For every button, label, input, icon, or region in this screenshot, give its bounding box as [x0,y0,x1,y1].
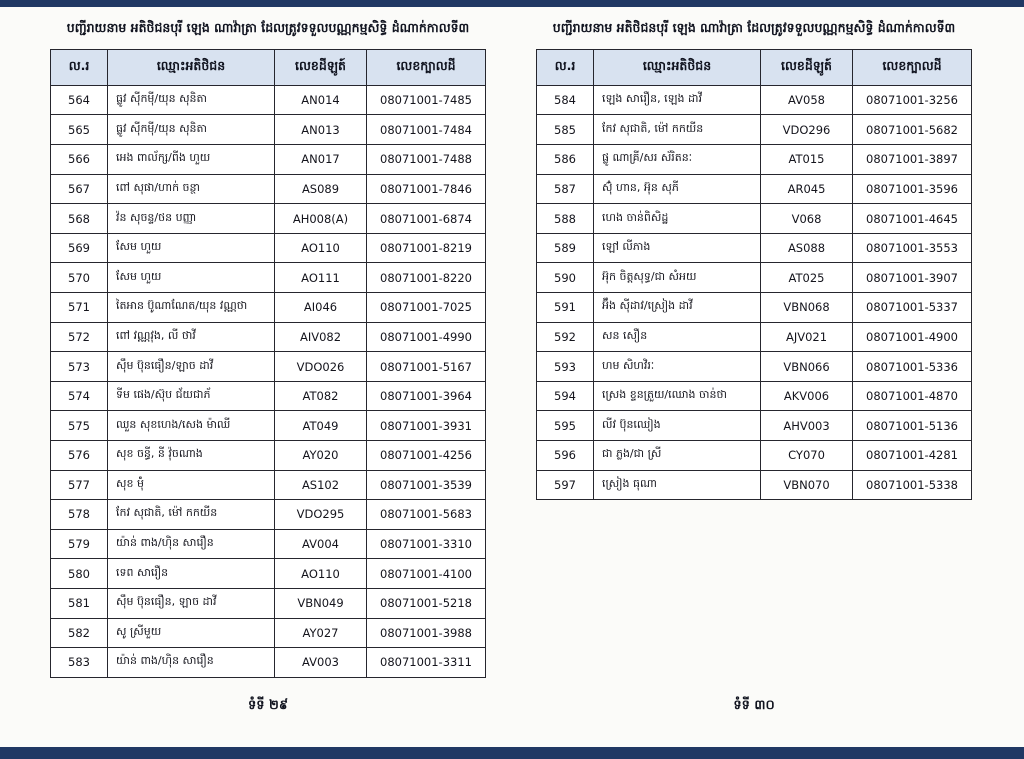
page-number-right: ទំទី ៣០ [733,698,775,713]
table-cell: 08071001-4100 [367,559,486,589]
table-cell: 568 [51,204,108,234]
table-cell: AJV021 [761,322,853,352]
table-cell: AH008(A) [275,204,367,234]
table-cell: 597 [537,470,594,500]
table-cell: 589 [537,233,594,263]
page-title: បញ្ជីរាយនាម អតិថិជនបុរី ឡេង ណាវ៉ាត្រា ដែលត្រូវទទួលបណ្ណកម្មសិទ្ធិ ដំណាក់កាលទី៣ [66,20,470,35]
table-row [537,145,972,175]
table-cell: 08071001-3931 [367,411,486,441]
table-cell: 596 [537,441,594,471]
table-row [537,263,972,293]
table-cell: ផ្លូ ណាគ្រី/សរ ស័រិតនៈ [594,145,761,175]
table-cell: AHV003 [761,411,853,441]
table-cell: ធ្លូវ ស៊ីកម៉ី/យុន សុនិតា [108,85,275,115]
table-cell: 571 [51,293,108,323]
table-cell: ទីម ផេង/ស៊ុប ជ័យជាភ័ [108,381,275,411]
table-cell: 586 [537,145,594,175]
table-cell: V068 [761,204,853,234]
table-row [537,322,972,352]
table-cell: សែម ហួយ [108,233,275,263]
table-cell: 08071001-5682 [853,115,972,145]
page-left [0,7,512,747]
table-cell: 08071001-5338 [853,470,972,500]
table-cell: 08071001-3256 [853,85,972,115]
table-cell: VBN049 [275,588,367,618]
table-cell: 573 [51,352,108,382]
table-cell: 566 [51,145,108,175]
table-row [537,293,972,323]
table-row [51,293,486,323]
table-row [51,85,486,115]
table-cell: 08071001-5218 [367,588,486,618]
table-cell: VDO295 [275,500,367,530]
column-header: ល.រ [537,49,594,85]
table-cell: AN014 [275,85,367,115]
table-cell: AO110 [275,233,367,263]
document-sheet [0,7,1024,747]
table-cell: កែវ សុជាតិ, ម៉ៅ កកយីន [108,500,275,530]
table-row [51,204,486,234]
table-cell: 595 [537,411,594,441]
table-cell: ស្រេង ខ្ទនត្រួយ/ឈោង ចាន់ថា [594,381,761,411]
table-cell: 08071001-3539 [367,470,486,500]
table-cell: AS102 [275,470,367,500]
column-header: ឈ្មោះអតិថិជន [108,49,275,85]
table-cell: ស្រៀង ធុណា [594,470,761,500]
table-cell: 08071001-3897 [853,145,972,175]
table-cell: 08071001-4900 [853,322,972,352]
table-row [51,618,486,648]
table-row [51,263,486,293]
table-cell: 08071001-3988 [367,618,486,648]
table-cell: យ៉ាន់ ពាង/ហ៊ិន សារឿន [108,529,275,559]
table-cell: 08071001-3311 [367,648,486,678]
table-cell: 575 [51,411,108,441]
table-cell: ពៅ សុផា/ហាក់ ចន្ថា [108,174,275,204]
table-row [51,559,486,589]
table-cell: 08071001-4870 [853,381,972,411]
table-cell: 08071001-3907 [853,263,972,293]
table-cell: AT082 [275,381,367,411]
table-cell: 08071001-3596 [853,174,972,204]
table-cell: AO110 [275,559,367,589]
table-cell: ឡេង សារឿន, ឡេង ដាវី [594,85,761,115]
table-cell: 08071001-5683 [367,500,486,530]
table-cell: យ៉ាន់ ពាង/ហ៊ិន សារឿន [108,648,275,678]
column-header: ឈ្មោះអតិថិជន [594,49,761,85]
table-cell: AI046 [275,293,367,323]
table-cell: ឈួន សុខហេង/សេង ម៉ាឈី [108,411,275,441]
table-row [537,441,972,471]
table-cell: VBN068 [761,293,853,323]
table-cell: 08071001-7485 [367,85,486,115]
table-cell: សុខ ចន្ធី, នី វ៉ុចណាង [108,441,275,471]
table-row [51,470,486,500]
table-cell: ឡៅ លីភាង [594,233,761,263]
table-cell: លីវ ប៊ុនឈៀង [594,411,761,441]
table-cell: ហេង ចាន់ពិសិដ្ឋ [594,204,761,234]
table-cell: 587 [537,174,594,204]
table-cell: 08071001-3310 [367,529,486,559]
table-row [51,174,486,204]
table-cell: ពៅ វណ្ណវុង, លី ថាវី [108,322,275,352]
column-header: លេខដីឡូត៍ [761,49,853,85]
table-cell: 594 [537,381,594,411]
table-body-left [51,85,486,677]
table-row [51,115,486,145]
table-row [537,174,972,204]
table-cell: 08071001-8219 [367,233,486,263]
table-cell: 582 [51,618,108,648]
table-row [51,411,486,441]
table-cell: 08071001-5336 [853,352,972,382]
table-cell: AV004 [275,529,367,559]
table-cell: 08071001-4645 [853,204,972,234]
table-cell: 578 [51,500,108,530]
table-cell: 08071001-6874 [367,204,486,234]
table-cell: ស៊ឹម ប៊ុនធឿន, ឡាច ដាវី [108,588,275,618]
bottom-border-bar [0,747,1024,759]
table-cell: 567 [51,174,108,204]
top-border-bar [0,0,1024,7]
table-row [51,500,486,530]
table-cell: 592 [537,322,594,352]
table-cell: AN013 [275,115,367,145]
page-right [512,7,1024,747]
table-cell: AKV006 [761,381,853,411]
table-cell: 583 [51,648,108,678]
table-cell: ហម សិហវិរៈ [594,352,761,382]
table-cell: VDO296 [761,115,853,145]
table-cell: AR045 [761,174,853,204]
page-title: បញ្ជីរាយនាម អតិថិជនបុរី ឡេង ណាវ៉ាត្រា ដែលត្រូវទទួលបណ្ណកម្មសិទ្ធិ ដំណាក់កាលទី៣ [552,20,956,35]
table-cell: 577 [51,470,108,500]
table-cell: 08071001-3964 [367,381,486,411]
table-row [537,470,972,500]
table-cell: ធ្លូវ ស៊ីកម៉ី/យុន សុនិតា [108,115,275,145]
table-cell: ទេព សារឿន [108,559,275,589]
table-cell: 08071001-7488 [367,145,486,175]
table-cell: AV003 [275,648,367,678]
table-cell: 08071001-5337 [853,293,972,323]
table-cell: 576 [51,441,108,471]
table-row [51,233,486,263]
table-cell: 08071001-7025 [367,293,486,323]
table-cell: អ៊ឹង ស៊ីដាវ/ស្រៀង ដាវី [594,293,761,323]
table-cell: សន សឿន [594,322,761,352]
table-row [51,648,486,678]
table-cell: AS088 [761,233,853,263]
table-cell: 08071001-5167 [367,352,486,382]
table-cell: AIV082 [275,322,367,352]
table-cell: 08071001-4281 [853,441,972,471]
table-cell: AO111 [275,263,367,293]
table-cell: AT025 [761,263,853,293]
table-cell: អ៊ុក ចិត្តសុទ្ធ/ជា សំអយ [594,263,761,293]
table-cell: AT049 [275,411,367,441]
table-cell: តៃអាន ប៊ូណាណែត/យុន វណ្ណថា [108,293,275,323]
table-cell: VBN070 [761,470,853,500]
table-cell: AV058 [761,85,853,115]
table-cell: CY070 [761,441,853,471]
page-number-left: ទំទី ២៩ [247,698,289,713]
table-cell: សែម ហួយ [108,263,275,293]
table-cell: 08071001-8220 [367,263,486,293]
table-row [51,322,486,352]
table-row [537,115,972,145]
table-cell: AY027 [275,618,367,648]
table-cell: ស៊ឹម ប៊ុនធឿន/ឡាច ដាវី [108,352,275,382]
table-cell: 588 [537,204,594,234]
table-cell: 08071001-7484 [367,115,486,145]
table-cell: 08071001-7846 [367,174,486,204]
table-row [51,529,486,559]
table-cell: ស៊ុំ ហាន, អ៊ុន សុភី [594,174,761,204]
table-cell: 564 [51,85,108,115]
table-row [51,352,486,382]
table-body-right [537,85,972,499]
table-cell: 08071001-4256 [367,441,486,471]
column-header: លេខដីឡូត៍ [275,49,367,85]
table-row [537,411,972,441]
table-cell: 08071001-3553 [853,233,972,263]
table-cell: សុខ ម៉ុំ [108,470,275,500]
table-cell: 569 [51,233,108,263]
table-cell: AT015 [761,145,853,175]
table-cell: 585 [537,115,594,145]
table-cell: អេង ពាល័ក្ស/ពីង ហួយ [108,145,275,175]
table-row [51,588,486,618]
table-cell: 579 [51,529,108,559]
table-cell: 565 [51,115,108,145]
table-cell: 08071001-5136 [853,411,972,441]
table-cell: AY020 [275,441,367,471]
table-cell: កែវ សុជាតិ, ម៉ៅ កកយីន [594,115,761,145]
table-cell: 581 [51,588,108,618]
table-cell: 580 [51,559,108,589]
column-header: លេខក្បាលដី [367,49,486,85]
customer-table-right [536,49,972,500]
customer-table-left [50,49,486,678]
column-header: លេខក្បាលដី [853,49,972,85]
table-row [537,85,972,115]
header-row [537,49,972,85]
table-cell: 572 [51,322,108,352]
table-cell: VBN066 [761,352,853,382]
table-cell: VDO026 [275,352,367,382]
table-cell: 570 [51,263,108,293]
table-cell: វ៉ន សុចន្ទ/ថន បញ្ញា [108,204,275,234]
table-cell: 591 [537,293,594,323]
table-row [51,381,486,411]
table-cell: AS089 [275,174,367,204]
table-row [51,441,486,471]
table-cell: 574 [51,381,108,411]
table-row [537,352,972,382]
table-row [537,233,972,263]
header-row [51,49,486,85]
table-row [537,381,972,411]
column-header: ល.រ [51,49,108,85]
table-row [51,145,486,175]
table-cell: 590 [537,263,594,293]
table-cell: AN017 [275,145,367,175]
table-cell: 584 [537,85,594,115]
table-cell: 08071001-4990 [367,322,486,352]
table-row [537,204,972,234]
table-cell: 593 [537,352,594,382]
table-cell: សូ ស្រីមួយ [108,618,275,648]
table-cell: ជា ភ្លង/ជា ស្រី [594,441,761,471]
